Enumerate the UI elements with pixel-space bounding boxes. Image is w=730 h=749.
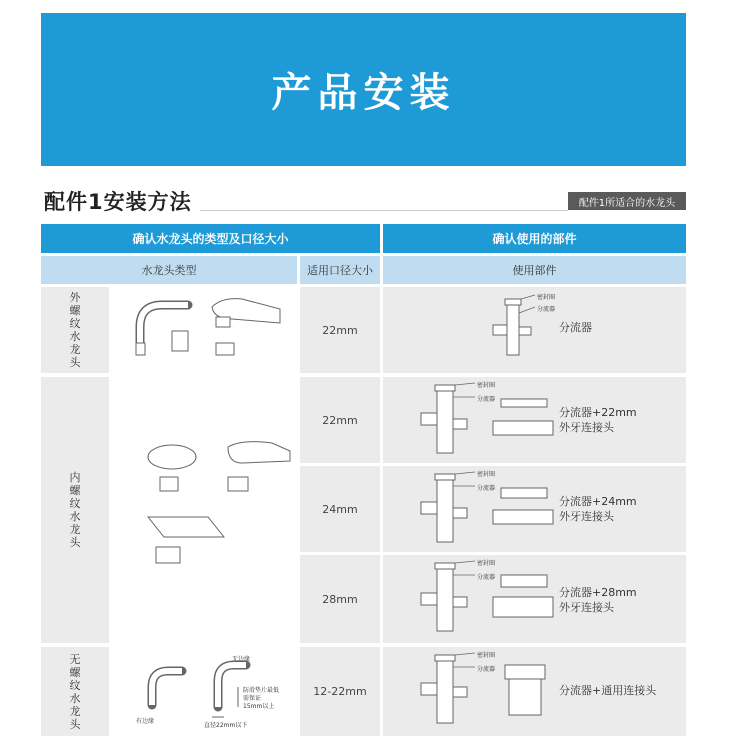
note-min: 防滑垫片最低 [243, 687, 280, 694]
callout-seal: 密封圈 [477, 382, 496, 389]
row-label-external [41, 287, 109, 373]
size-value: 22mm [322, 323, 358, 337]
note-edge: 有边缘 [136, 718, 155, 725]
parts-cell [383, 377, 686, 463]
diverter-connector-icon [383, 466, 686, 552]
callout-diverter: 分流器 [477, 666, 496, 673]
diverter-connector-icon [383, 555, 686, 643]
header-faucet-type-size: 确认水龙头的类型及口径大小 [41, 224, 380, 253]
part-label: 分流器+22mm 外牙连接头 [559, 406, 637, 434]
internal-thread-faucet-icon [112, 377, 297, 643]
part-label: 分流器+24mm 外牙连接头 [559, 495, 637, 523]
section-tag: 配件1所适合的水龙头 [568, 192, 686, 210]
row-label-nothread [41, 647, 109, 736]
size-value: 22mm [322, 413, 358, 427]
note-no-edge: 无边缘 [232, 656, 251, 663]
callout-seal: 密封圈 [477, 471, 496, 478]
callout-seal: 密封圈 [537, 294, 556, 301]
callout-seal: 密封圈 [477, 652, 496, 659]
size-value: 28mm [322, 592, 358, 606]
part-label: 分流器+通用连接头 [559, 684, 657, 697]
banner [41, 13, 686, 166]
external-thread-faucet-icon [112, 287, 297, 373]
subheader-parts: 使用部件 [383, 256, 686, 284]
faucet-image-external [112, 287, 297, 373]
diverter-connector-icon [383, 377, 686, 463]
row-label-internal [41, 377, 109, 643]
banner-title: 产品安装 [271, 70, 456, 116]
size-cell [300, 647, 380, 736]
note-ensure: 需保证 [243, 695, 262, 702]
size-cell [300, 555, 380, 643]
part-label: 分流器+28mm 外牙连接头 [559, 586, 637, 614]
callout-diverter: 分流器 [537, 306, 556, 313]
parts-cell [383, 555, 686, 643]
row-label-text: 无螺纹水龙头 [69, 652, 81, 731]
size-value: 12-22mm [313, 685, 367, 698]
diverter-icon [383, 287, 686, 373]
section-title: 配件1安装方法 [44, 190, 192, 214]
size-cell [300, 377, 380, 463]
size-cell [300, 466, 380, 552]
size-value: 24mm [322, 502, 358, 516]
parts-cell [383, 647, 686, 736]
callout-diverter: 分流器 [477, 396, 496, 403]
faucet-image-internal [112, 377, 297, 643]
note-15mm: 15mm以上 [243, 703, 275, 710]
subheader-size: 适用口径大小 [300, 256, 380, 284]
parts-cell [383, 466, 686, 552]
faucet-image-nothread [112, 647, 297, 736]
callout-seal: 密封圈 [477, 560, 496, 567]
row-label-text: 内螺纹水龙头 [69, 471, 81, 549]
section-divider [200, 210, 568, 211]
subheader-faucet-type: 水龙头类型 [41, 256, 297, 284]
callout-diverter: 分流器 [477, 574, 496, 581]
size-cell [300, 287, 380, 373]
row-label-text: 外螺纹水龙头 [69, 291, 81, 369]
note-22mm: 直径22mm以下 [204, 722, 248, 729]
header-parts: 确认使用的部件 [383, 224, 686, 253]
callout-diverter: 分流器 [477, 485, 496, 492]
parts-cell [383, 287, 686, 373]
part-label: 分流器 [559, 321, 592, 334]
